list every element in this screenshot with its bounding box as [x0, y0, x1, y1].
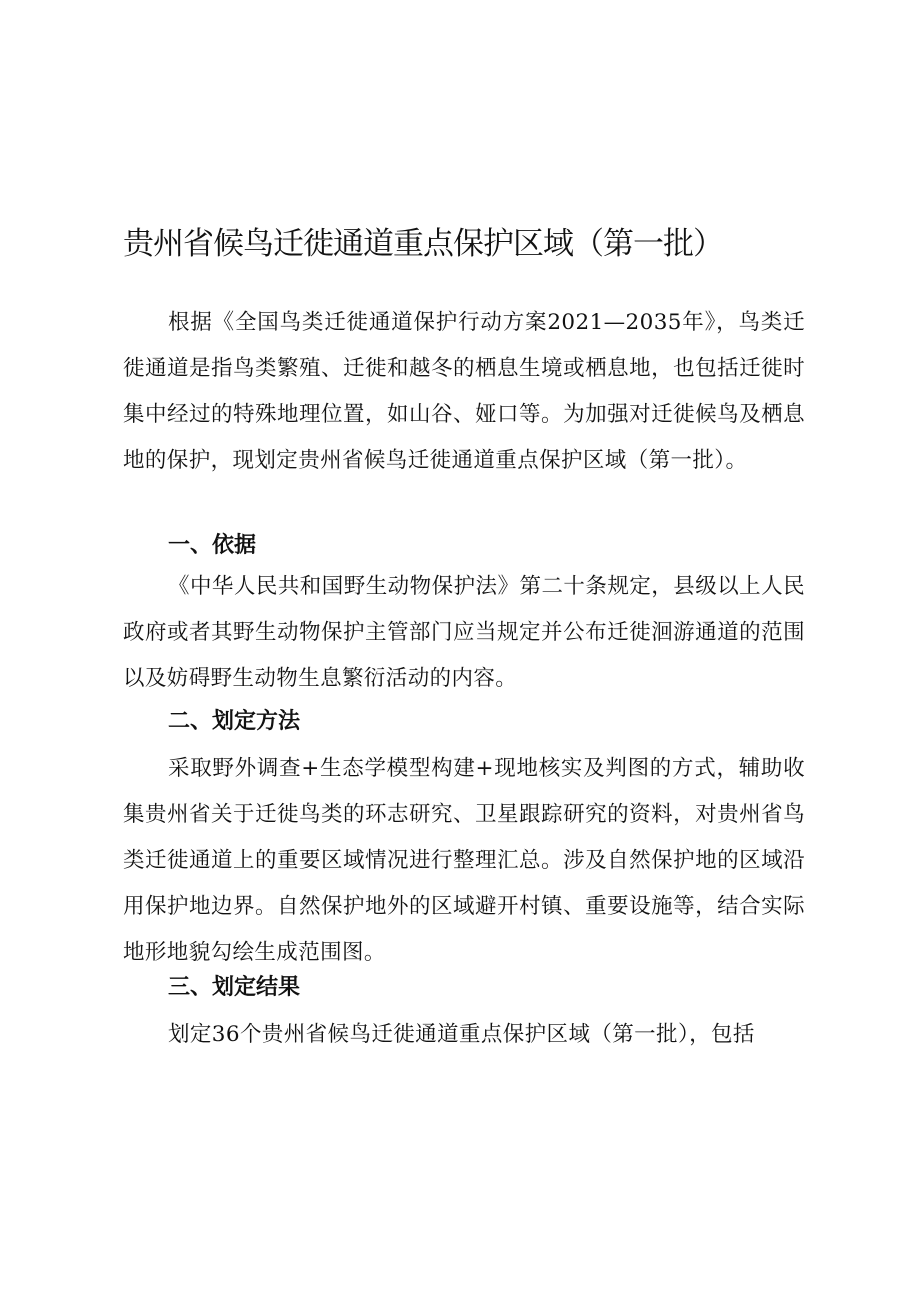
- section-paragraph-result: 划定36个贵州省候鸟迁徙通道重点保护区域（第一批），包括: [168, 1022, 755, 1047]
- section-heading-result: 三、划定结果: [168, 975, 301, 1000]
- document-title: 贵州省候鸟迁徙通道重点保护区域（第一批）: [123, 225, 723, 262]
- section-paragraph-basis: 《中华人民共和国野生动物保护法》第二十条规定，县级以上人民政府或者其野生动物保护主管部门应当规定并公布迁徙洄游通道的范围以及妨碍野生动物生息繁衍活动的内容。: [123, 574, 805, 691]
- intro-paragraph: 根据《全国鸟类迁徙通道保护行动方案2021—2035年》，鸟类迁徙通道是指鸟类繁殖、迁徙和越冬的栖息生境或栖息地，也包括迁徙时集中经过的特殊地理位置，如山谷、娅口等。为加强对迁徙候鸟及栖息地的保护，现划定贵州省候鸟迁徙通道重点保护区域（第一批）。: [123, 310, 805, 473]
- section-heading-basis: 一、依据: [168, 533, 257, 558]
- section-paragraph-method: 采取野外调查+生态学模型构建+现地核实及判图的方式，辅助收集贵州省关于迁徙鸟类的环志研究、卫星跟踪研究的资料，对贵州省鸟类迁徙通道上的重要区域情况进行整理汇总。涉及自然保护地的区域沿用保护地边界。自然保护地外的区域避开村镇、重要设施等，结合实际地形地貌勾绘生成范围图。: [123, 756, 805, 965]
- section-heading-method: 二、划定方法: [168, 709, 301, 734]
